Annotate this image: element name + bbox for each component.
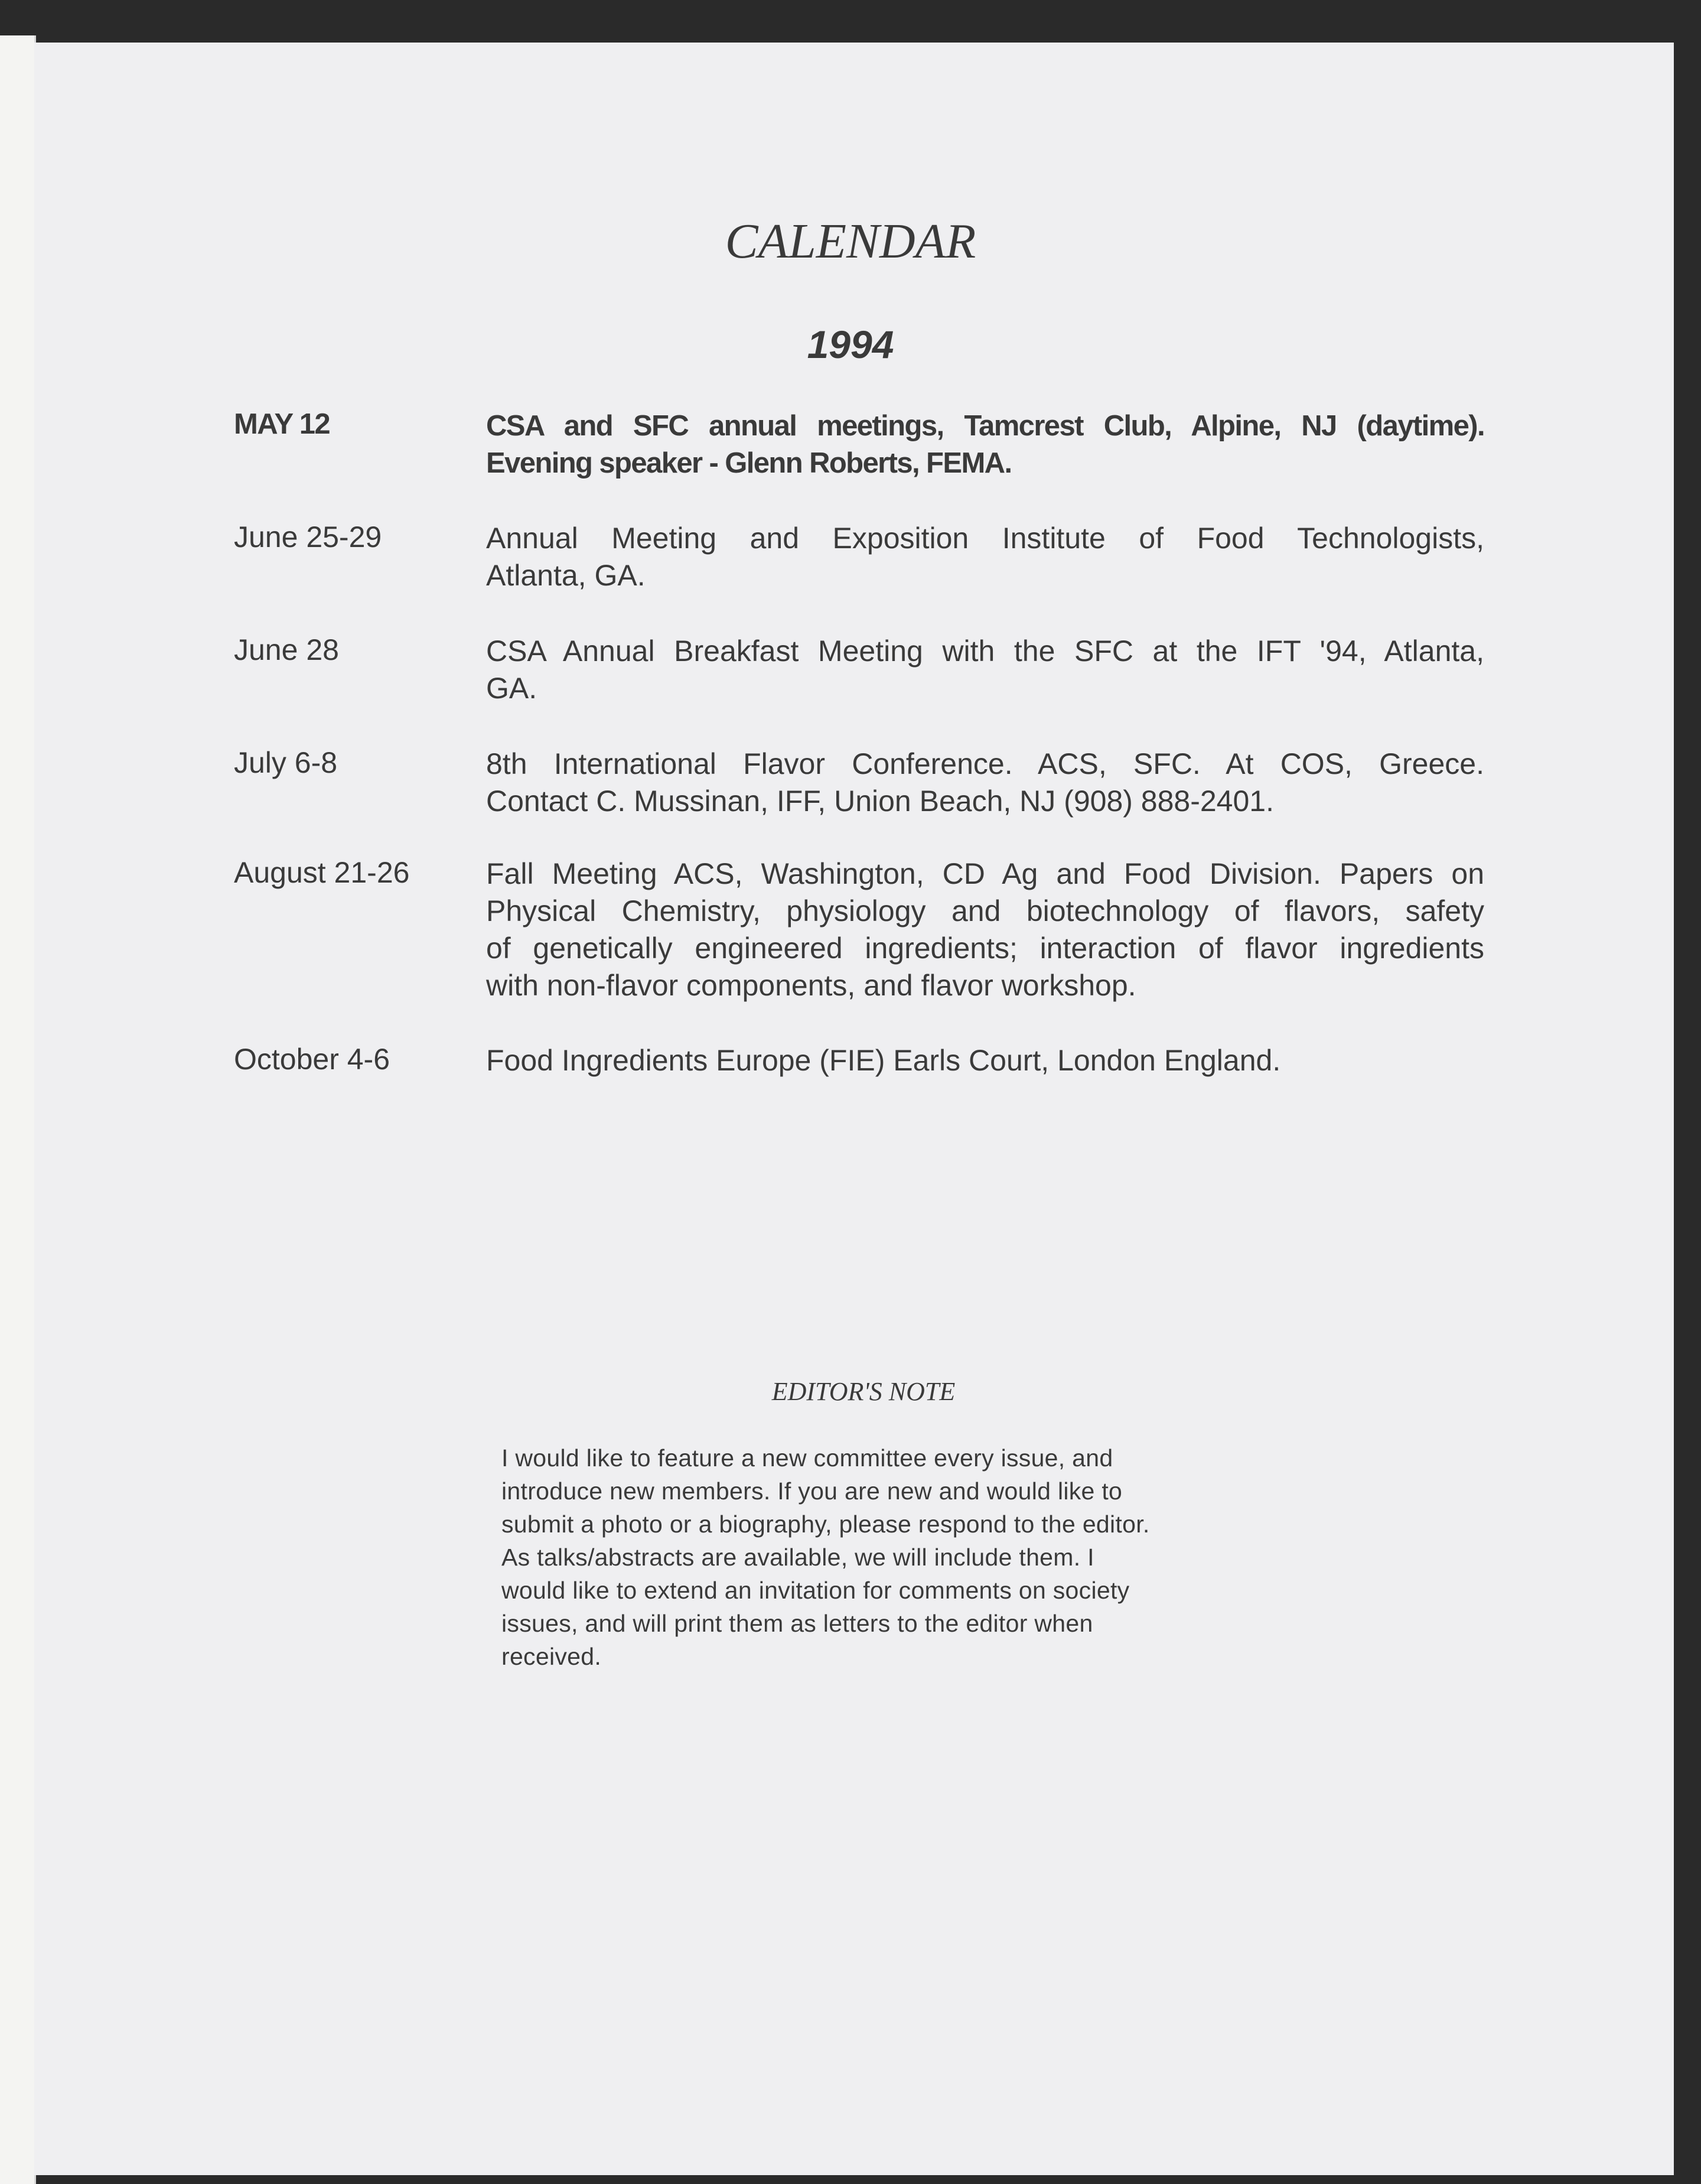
note-line: submit a photo or a biography, please respond to the editor. [501,1511,1150,1538]
event-line: CSA Annual Breakfast Meeting with the SFC at the IFT '94, Atlanta, [486,634,1484,668]
event-date: July 6-8 [234,746,338,779]
note-line: introduce new members. If you are new and would like to [501,1477,1123,1505]
note-line: would like to extend an invitation for comments on society [501,1577,1130,1604]
event-line: Food Ingredients Europe (FIE) Earls Court, London England. [486,1044,1281,1077]
event-date: June 28 [234,633,339,666]
note-line: received. [501,1643,602,1670]
event-date: August 21-26 [234,856,410,889]
event-line: 8th International Flavor Conference. ACS, SFC. At COS, Greece. [486,747,1484,780]
editors-note-body [501,1441,1150,1673]
event-date: June 25-29 [234,520,382,554]
event-description [486,520,1484,594]
event-description [486,408,1484,482]
event-line: CSA and SFC annual meetings, Tamcrest Club, Alpine, NJ (daytime). [486,410,1484,442]
note-line: I would like to feature a new committee every issue, and [501,1444,1113,1472]
event-date: MAY 12 [234,408,330,440]
event-line: Annual Meeting and Exposition Institute of Food Technologists, [486,522,1484,555]
year-heading: 1994 [807,323,894,366]
event-description [486,855,1484,1004]
note-line: As talks/abstracts are available, we will include them. I [501,1544,1094,1571]
event-line: Fall Meeting ACS, Washington, CD Ag and Food Division. Papers on [486,857,1484,890]
page-title: CALENDAR [725,214,976,269]
editors-note-title: EDITOR'S NOTE [771,1377,956,1406]
event-line: Physical Chemistry, physiology and biotechnology of flavors, safety [486,894,1484,927]
event-date: October 4-6 [234,1043,390,1076]
event-description [486,633,1484,707]
event-description [486,1042,1484,1079]
event-description [486,746,1484,820]
event-line: GA. [486,672,537,705]
event-line: Contact C. Mussinan, IFF, Union Beach, NJ (908) 888-2401. [486,785,1274,818]
event-line: Atlanta, GA. [486,559,646,592]
event-line: with non-flavor components, and flavor workshop. [486,969,1136,1002]
note-line: issues, and will print them as letters to the editor when [501,1610,1093,1637]
event-line: Evening speaker - Glenn Roberts, FEMA. [486,447,1012,479]
event-line: of genetically engineered ingredients; interaction of flavor ingredients [486,932,1484,965]
